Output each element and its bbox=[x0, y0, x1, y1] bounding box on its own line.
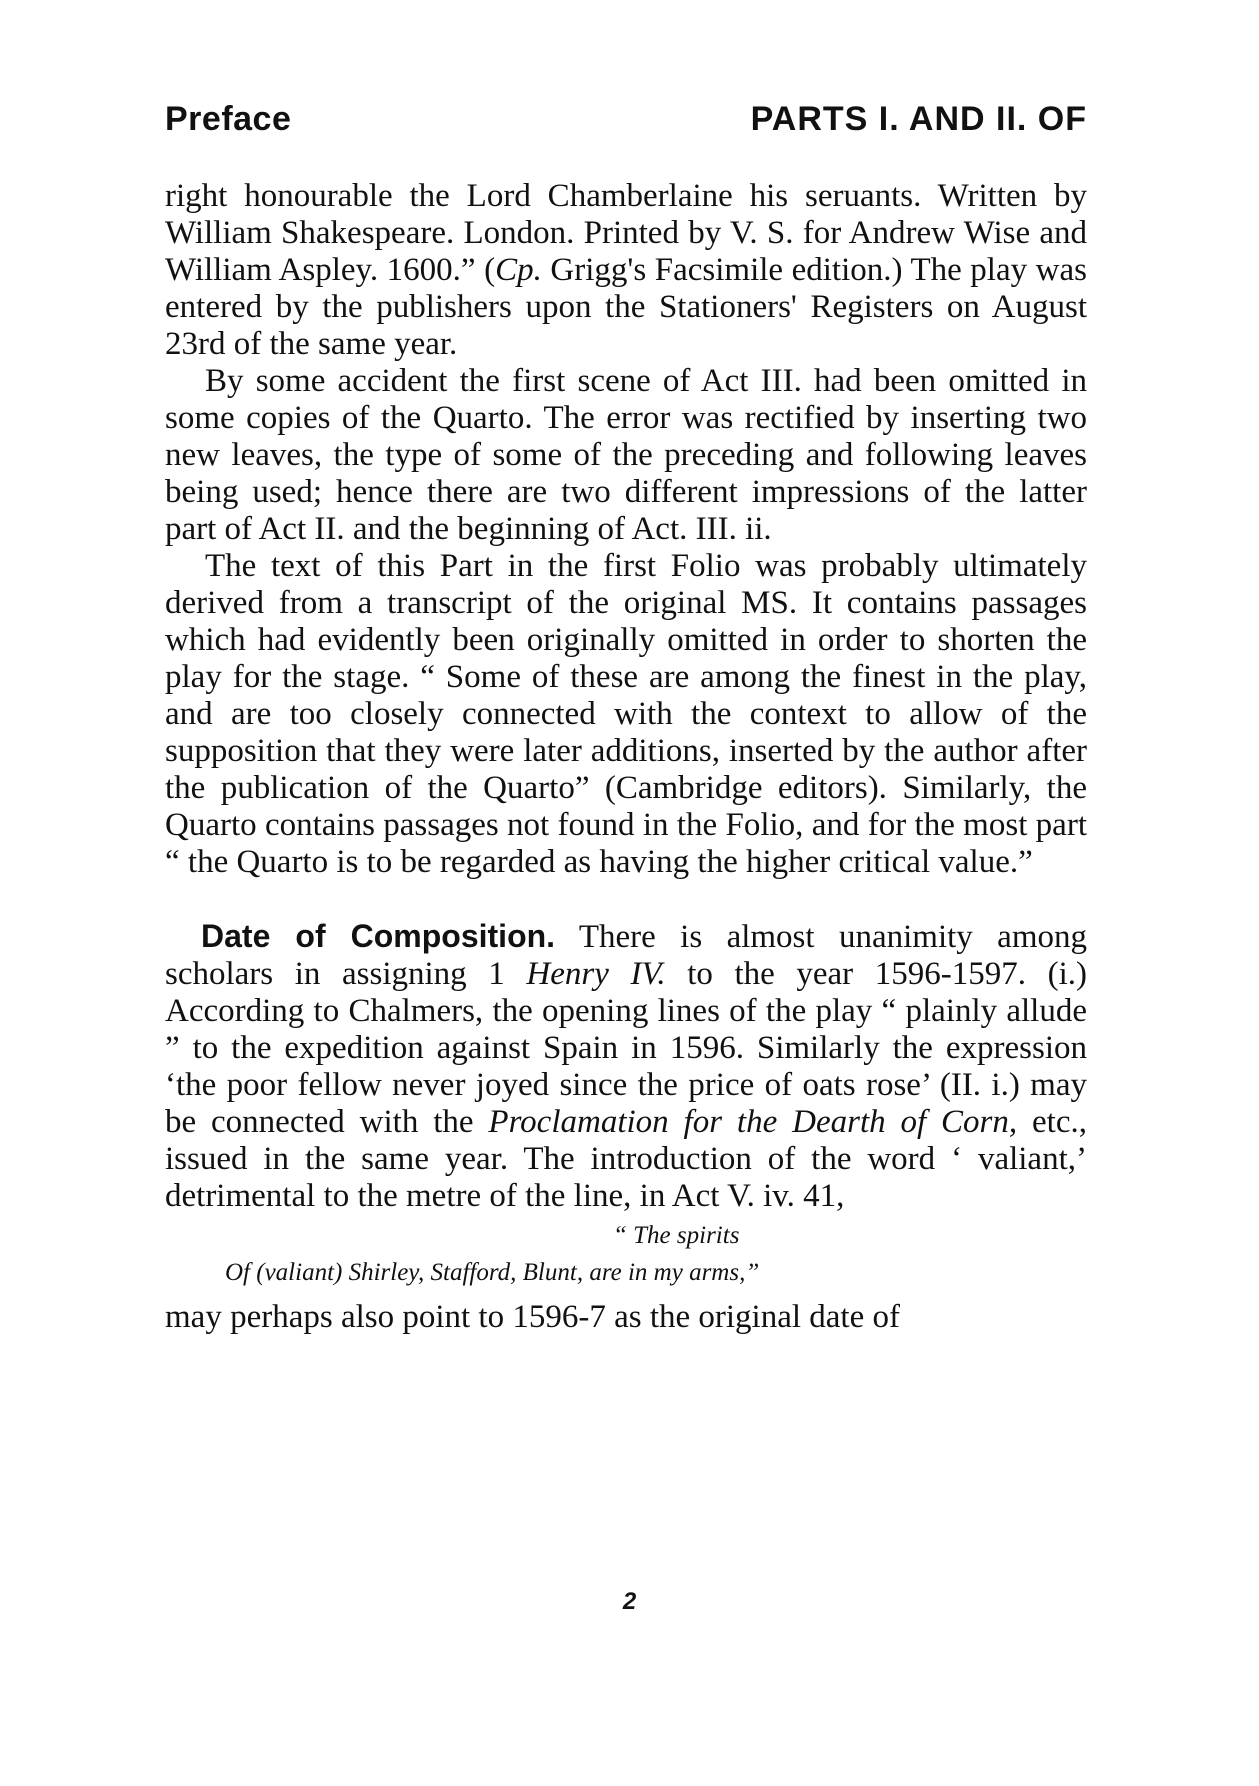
verse-quotation bbox=[165, 1217, 1087, 1291]
section-text-3: etc., issued in the same year. The introduction of the word ‘ valiant,’ detrimental to the metre of the line, in Act V. iv. 41, bbox=[165, 1104, 1087, 1214]
paragraph-publication-open: ( bbox=[484, 252, 496, 288]
paragraph-folio-text: The text of this Part in the first Folio was probably ultimately derived from a transcript of the original MS. It contains passages which had evidently been originally omitted in order to shorten the play for the stage. “ Some of these are among the finest in the play, and are too closely connected with the context to allow of the supposition that they were later additions, inserted by the author after the publication of the Quarto” (Cambridge editors). Similarly, the Quarto contains passages not found in the Folio, and for the most part “ the Quarto is to be regarded as having the higher critical value.” bbox=[165, 548, 1087, 880]
page-number: 2 bbox=[622, 1588, 637, 1615]
paragraph-publication bbox=[165, 178, 1087, 363]
section-text-2: to the year 1596-1597. (i.) According to Chalmers, the opening lines of the play “ plainly allude ” to the expedition against Spain in 1596. Similarly the expression ‘the poor fellow never joyed since the price of oats rose’ (II. i.) may be connected with the bbox=[165, 956, 1087, 1140]
section-title-proclamation: Proclamation for the Dearth of Corn, bbox=[488, 1104, 1018, 1140]
verse-line-1: “ The spirits bbox=[613, 1222, 740, 1249]
paragraph-publication-cp: Cp. bbox=[495, 252, 542, 288]
verse-line-2: Of (valiant) Shirley, Stafford, Blunt, are in my arms,” bbox=[225, 1259, 760, 1286]
section-heading: Date of Composition. bbox=[201, 918, 556, 954]
section-text-1: There is almost unanimity among scholars in assigning 1 bbox=[165, 919, 1087, 992]
paragraph-closing: may perhaps also point to 1596-7 as the original date of bbox=[165, 1299, 900, 1335]
paragraph-publication-rest: Grigg's Facsimile edition.) The play was entered by the publishers upon the Stationers' Registers on August 23rd of the same year. bbox=[165, 252, 1087, 362]
paragraph-omitted-scene: By some accident the first scene of Act III. had been omitted in some copies of the Quarto. The error was rectified by inserting two new leaves, the type of some of the preceding and following leaves being used; hence there are two different impressions of the latter part of Act II. and the beginning of Act. III. ii. bbox=[165, 363, 1087, 547]
running-head bbox=[165, 100, 1087, 150]
running-title: PARTS I. AND II. OF bbox=[750, 100, 1087, 138]
body-text bbox=[165, 178, 1087, 1336]
section-label: Preface bbox=[165, 100, 292, 138]
paragraph-publication-text: right honourable the Lord Chamberlaine his seruants. Written by William Shakespeare. London. Printed by V. S. for Andrew Wise and William Aspley. 1600.” bbox=[165, 178, 1087, 288]
section-title-henry: Henry IV. bbox=[526, 956, 666, 992]
paragraph-date-of-composition bbox=[165, 918, 1087, 1215]
